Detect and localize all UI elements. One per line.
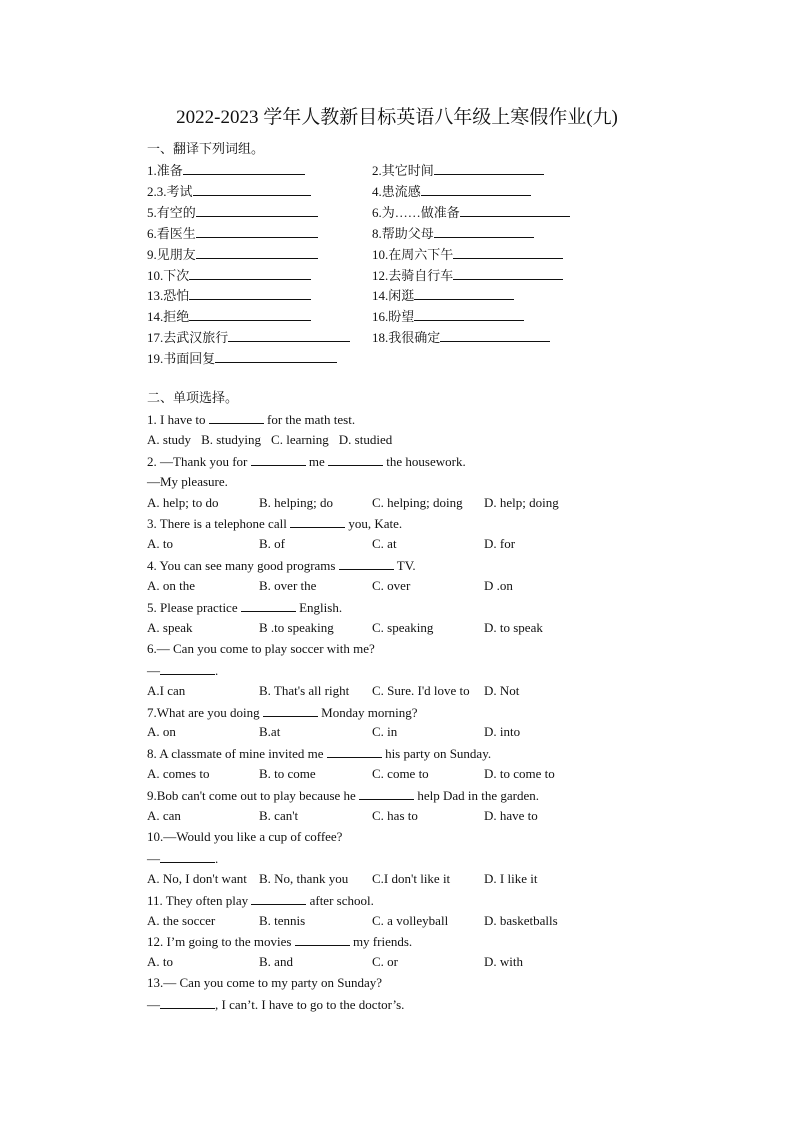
phrase-label: 16.盼望 xyxy=(372,309,415,325)
answer-blank xyxy=(440,328,550,342)
question-stem xyxy=(147,974,382,992)
answer-blank xyxy=(183,161,305,175)
answer-blank xyxy=(160,849,215,863)
phrase-label: 1.准备 xyxy=(147,163,183,178)
option-a: A. on the xyxy=(147,578,196,594)
question-text: help Dad in the garden. xyxy=(414,788,539,804)
question-stem xyxy=(147,786,539,805)
question-text: his party on Sunday. xyxy=(381,746,492,762)
phrase-item xyxy=(372,307,524,326)
phrase-item xyxy=(372,245,563,264)
answer-blank xyxy=(251,891,306,905)
option-a: A. study xyxy=(147,431,192,447)
answer-blank xyxy=(414,307,524,321)
answer-blank xyxy=(453,245,563,259)
question-text: TV. xyxy=(393,558,416,574)
phrase-label: 17.去武汉旅行 xyxy=(147,330,229,346)
question-text: — xyxy=(147,850,160,866)
answer-blank xyxy=(160,995,215,1009)
question-text: Monday morning? xyxy=(317,704,418,720)
option-d: D. to come to xyxy=(484,766,555,782)
question-text: English. xyxy=(295,600,343,615)
phrase-item xyxy=(147,328,350,347)
answer-blank xyxy=(290,514,345,528)
answer-blank xyxy=(189,266,311,280)
answer-blank xyxy=(434,224,534,238)
question-text: — xyxy=(147,662,160,678)
section2-heading: 二、单项选择。 xyxy=(147,390,239,405)
option-c: C. helping; doing xyxy=(372,494,463,510)
phrase-label: 6.为……做准备 xyxy=(372,204,460,220)
question-stem xyxy=(147,514,402,533)
question-text: 1. I have to xyxy=(147,411,209,427)
option-b: B. tennis xyxy=(259,912,306,928)
question-text: 4. You can see many good programs xyxy=(147,558,339,574)
phrase-label: 19.书面回复 xyxy=(147,351,216,367)
option-b: B.at xyxy=(259,724,281,740)
option-d: D. have to xyxy=(484,808,538,823)
option-a: A. help; to do xyxy=(147,494,219,510)
phrase-label: 9.见朋友 xyxy=(147,246,196,262)
question-stem xyxy=(147,891,374,910)
phrase-label: 5.有空的 xyxy=(147,204,196,220)
answer-blank xyxy=(328,452,383,466)
answer-blank xyxy=(414,286,514,300)
question-text: you, Kate. xyxy=(345,516,403,532)
option-d: D. studied xyxy=(338,431,393,447)
answer-blank xyxy=(241,598,296,612)
phrase-item xyxy=(147,182,311,201)
question-stem xyxy=(147,598,342,617)
question-text: 11. They often play xyxy=(147,892,252,908)
option-c: C.I don't like it xyxy=(372,870,451,886)
answer-blank xyxy=(460,203,570,217)
phrase-item xyxy=(147,266,311,285)
question-stem xyxy=(147,828,342,846)
phrase-item xyxy=(147,224,318,243)
option-c: C. a volleyball xyxy=(372,912,449,928)
answer-blank xyxy=(339,556,394,570)
option-b: B. studying xyxy=(201,431,262,447)
answer-blank xyxy=(327,744,382,758)
option-a: A. No, I don't want xyxy=(147,870,247,886)
option-d: D. to speak xyxy=(484,619,543,635)
answer-blank xyxy=(193,182,311,196)
answer-blank xyxy=(295,932,350,946)
option-d: D. with xyxy=(484,954,523,970)
phrase-item xyxy=(372,203,570,222)
answer-blank xyxy=(196,245,318,259)
question-stem xyxy=(147,932,412,951)
option-b: B. to come xyxy=(259,766,316,782)
option-a: A.I can xyxy=(147,682,186,698)
question-text: 8. A classmate of mine invited me xyxy=(147,746,327,762)
option-a: A. on xyxy=(147,724,176,740)
option-a: A. to xyxy=(147,954,173,970)
answer-blank xyxy=(263,703,318,717)
question-text: 3. There is a telephone call xyxy=(147,516,291,532)
phrase-label: 14.拒绝 xyxy=(147,309,190,325)
phrase-item xyxy=(372,286,514,305)
phrase-label: 8.帮助父母 xyxy=(372,225,434,241)
phrase-label: 18.我很确定 xyxy=(372,330,441,346)
question-stem xyxy=(147,556,416,575)
phrase-item xyxy=(147,245,318,264)
question-text: . xyxy=(215,850,219,866)
question-text: 10.—Would you like a cup of coffee? xyxy=(147,828,343,844)
question-line xyxy=(147,473,228,491)
phrase-label: 10.下次 xyxy=(147,267,190,283)
option-c: C. at xyxy=(372,536,397,552)
option-b: B. That's all right xyxy=(259,682,350,698)
question-text: 12. I’m going to the movies xyxy=(147,934,295,950)
question-text: . xyxy=(215,662,219,678)
option-d: D. help; doing xyxy=(484,494,559,510)
answer-blank xyxy=(251,452,306,466)
phrase-item xyxy=(147,307,311,326)
phrase-label: 10.在周六下午 xyxy=(372,246,454,262)
option-a: A. can xyxy=(147,808,181,823)
option-b: B. of xyxy=(259,536,285,552)
question-text: me xyxy=(305,453,329,469)
option-c: C. Sure. I'd love to xyxy=(372,682,470,698)
option-c: C. speaking xyxy=(372,619,434,635)
option-c: C. in xyxy=(372,724,398,740)
question-text: after school. xyxy=(306,892,374,908)
phrase-label: 4.患流感 xyxy=(372,183,421,199)
question-line xyxy=(147,849,218,868)
question-stem xyxy=(147,744,491,763)
phrase-label: 2.3.考试 xyxy=(147,183,193,199)
option-c: C. come to xyxy=(372,766,429,782)
phrase-label: 6.看医生 xyxy=(147,225,196,241)
question-text: 6.— Can you come to play soccer with me? xyxy=(147,640,375,656)
option-c: C. has to xyxy=(372,808,418,823)
question-text: , I can’t. I have to go to the doctor’s. xyxy=(215,997,405,1013)
question-text: 2. —Thank you for xyxy=(147,453,251,469)
option-b: B. helping; do xyxy=(259,494,334,510)
phrase-item xyxy=(372,328,550,347)
phrase-item xyxy=(147,203,318,222)
option-b: B .to speaking xyxy=(259,619,334,635)
option-a: A. comes to xyxy=(147,766,210,782)
question-line xyxy=(147,995,404,1014)
phrase-item xyxy=(147,161,305,180)
phrase-item xyxy=(147,286,311,305)
answer-blank xyxy=(434,161,544,175)
question-text: —My pleasure. xyxy=(147,473,228,489)
question-stem xyxy=(147,703,418,722)
answer-blank xyxy=(453,266,563,280)
option-d: D .on xyxy=(484,578,513,594)
phrase-item xyxy=(372,161,544,180)
option-d: D. Not xyxy=(484,682,520,698)
phrase-label: 12.去骑自行车 xyxy=(372,267,454,283)
answer-blank xyxy=(196,224,318,238)
question-stem xyxy=(147,452,466,471)
options-row xyxy=(147,431,392,449)
option-a: A. the soccer xyxy=(147,912,216,928)
option-c: C. over xyxy=(372,578,411,594)
answer-blank xyxy=(359,786,414,800)
answer-blank xyxy=(421,182,531,196)
question-text: my friends. xyxy=(349,934,413,950)
answer-blank xyxy=(160,661,215,675)
question-text: the housework. xyxy=(383,453,466,469)
answer-blank xyxy=(215,349,337,363)
option-b: B. can't xyxy=(259,808,299,823)
answer-blank xyxy=(189,307,311,321)
option-d: D. for xyxy=(484,536,516,552)
phrase-label: 14.闲逛 xyxy=(372,288,415,304)
option-b: B. over the xyxy=(259,578,317,594)
answer-blank xyxy=(209,410,264,424)
option-a: A. speak xyxy=(147,619,193,635)
phrase-item xyxy=(372,224,534,243)
phrase-item xyxy=(372,266,563,285)
answer-blank xyxy=(189,286,311,300)
question-text: 5. Please practice xyxy=(147,600,241,615)
option-c: C. or xyxy=(372,954,398,970)
question-stem xyxy=(147,640,375,658)
answer-blank xyxy=(228,328,350,342)
question-text: — xyxy=(147,997,160,1013)
phrase-label: 13.恐怕 xyxy=(147,288,190,304)
page-title: 2022-2023 学年人教新目标英语八年级上寒假作业(九) xyxy=(176,107,618,128)
option-b: B. No, thank you xyxy=(259,870,349,886)
phrase-item xyxy=(147,349,337,368)
question-stem xyxy=(147,410,355,429)
option-c: C. learning xyxy=(271,431,329,447)
option-d: D. I like it xyxy=(484,870,538,886)
option-d: D. into xyxy=(484,724,521,740)
option-a: A. to xyxy=(147,536,173,552)
question-text: for the math test. xyxy=(263,411,356,427)
question-text: 7.What are you doing xyxy=(147,704,263,720)
question-line xyxy=(147,661,218,680)
phrase-item xyxy=(372,182,531,201)
section1-heading: 一、翻译下列词组。 xyxy=(147,141,265,156)
phrase-label: 2.其它时间 xyxy=(372,163,434,178)
option-d: D. basketballs xyxy=(484,912,558,928)
question-text: 13.— Can you come to my party on Sunday? xyxy=(147,975,383,991)
question-text: 9.Bob can't come out to play because he xyxy=(147,788,360,804)
answer-blank xyxy=(196,203,318,217)
option-b: B. and xyxy=(259,954,293,970)
